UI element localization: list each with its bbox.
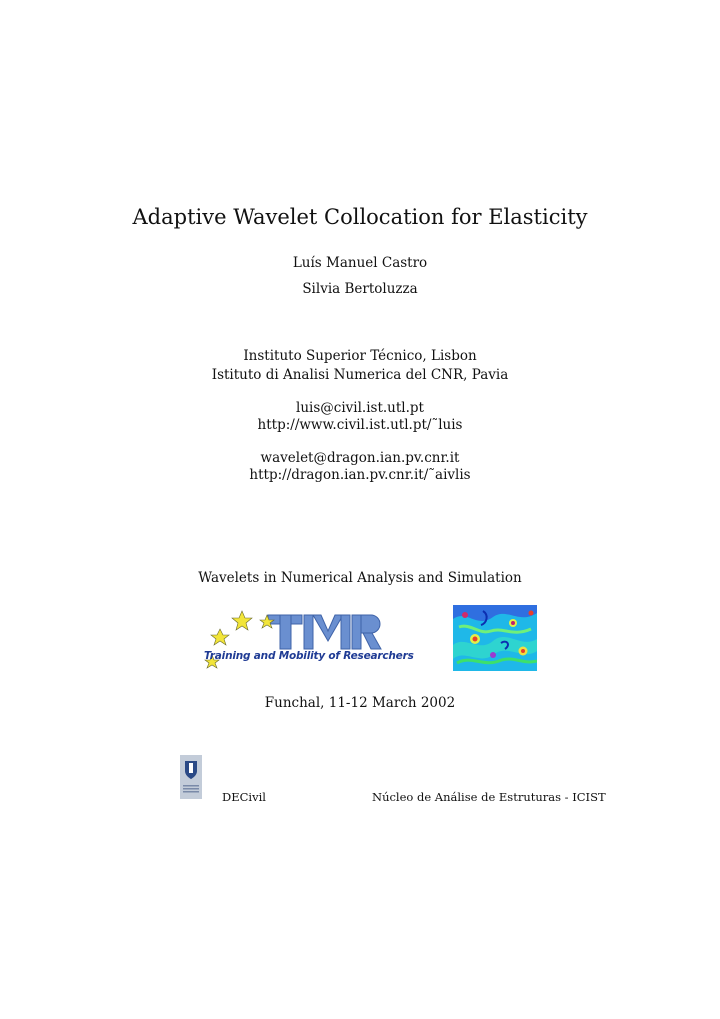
affiliation-2: Istituto di Analisi Numerica del CNR, Pavia — [211, 367, 509, 383]
flow-visualization-image — [453, 605, 537, 671]
tmr-logo-caption: Training and Mobility of Researchers — [204, 650, 414, 662]
footer-department: DECivil — [222, 790, 266, 804]
tmr-logo-graphic — [200, 605, 390, 675]
ist-crest-logo — [180, 755, 202, 799]
footer-unit: Núcleo de Análise de Estruturas - ICIST — [372, 790, 606, 804]
author-2: Silvia Bertoluzza — [302, 281, 418, 297]
venue-date: Funchal, 11-12 March 2002 — [264, 695, 456, 711]
contact-email-1: luis@civil.ist.utl.pt — [296, 400, 424, 416]
contact-email-2: wavelet@dragon.ian.pv.cnr.it — [260, 450, 460, 466]
author-1: Luís Manuel Castro — [292, 255, 428, 271]
event-name: Wavelets in Numerical Analysis and Simulation — [198, 570, 522, 586]
contact-url-2: http://dragon.ian.pv.cnr.it/˜aivlis — [249, 467, 471, 483]
contact-url-1: http://www.civil.ist.utl.pt/˜luis — [257, 417, 463, 433]
paper-title: Adaptive Wavelet Collocation for Elasticity — [132, 205, 588, 229]
affiliation-1: Instituto Superior Técnico, Lisbon — [243, 348, 477, 364]
tmr-logo — [200, 605, 390, 675]
